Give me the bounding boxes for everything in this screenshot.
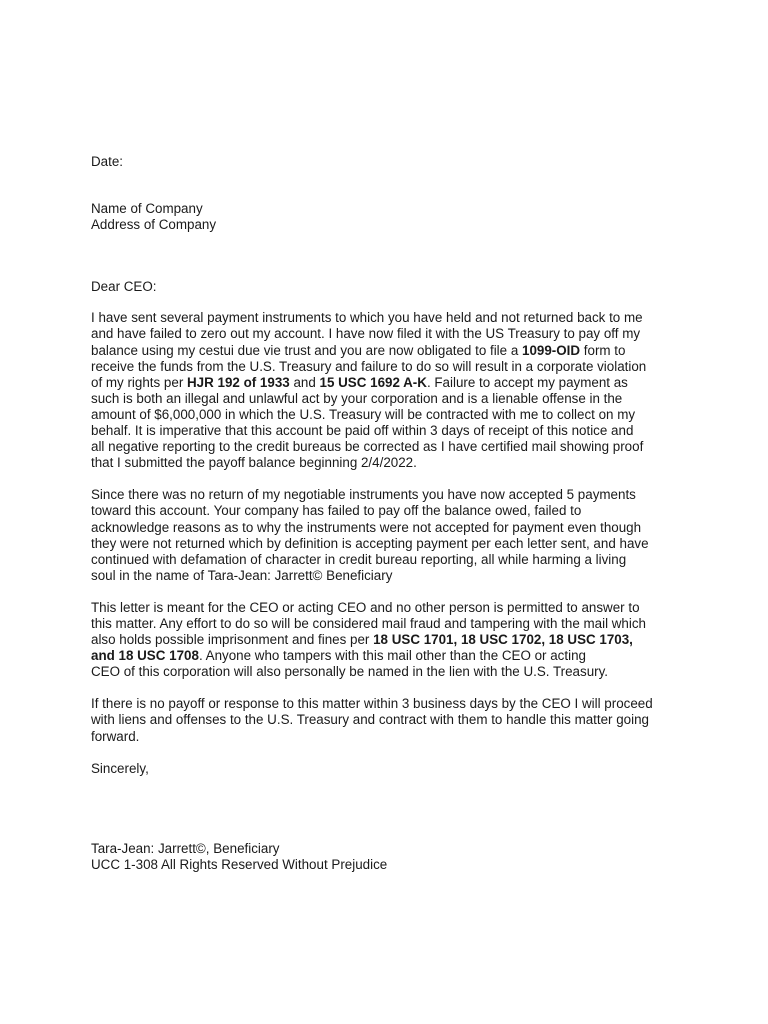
text-line: and 18 USC 1708. Anyone who tampers with this mail other than the CEO or acting — [91, 648, 586, 664]
text-line: with liens and offenses to the U.S. Treasury and contract with them to handle this matter going — [91, 712, 649, 728]
legal-citation: and 18 USC 1708 — [91, 648, 199, 664]
text-line: Since there was no return of my negotiable instruments you have now accepted 5 payments — [91, 487, 636, 503]
text-line: they were not returned which by definition is accepting payment per each letter sent, and have — [91, 535, 649, 551]
company-name: Name of Company — [91, 201, 203, 217]
text-line: continued with defamation of character in credit bureau reporting, all while harming a living — [91, 551, 627, 567]
paragraph-payment-demand — [91, 310, 691, 471]
legal-citation: 15 USC 1692 A-K — [319, 374, 427, 390]
text-line: all negative reporting to the credit bureaus be corrected as I have certified mail showing proof — [91, 439, 644, 455]
company-address: Address of Company — [91, 217, 217, 233]
text-line: receive the funds from the U.S. Treasury and failure to do so will result in a corporate violation — [91, 358, 647, 374]
text-line: such is both an illegal and unlawful act by your corporation and is a lienable offense in the — [91, 390, 623, 406]
signature-name: Tara-Jean: Jarrett©, Beneficiary — [91, 840, 280, 856]
legal-citation: HJR 192 of 1933 — [187, 374, 290, 390]
signature-block — [91, 841, 691, 873]
closing: Sincerely, — [91, 760, 149, 776]
text-line: amount of $6,000,000 in which the U.S. Treasury will be contracted with me to collect on my — [91, 406, 636, 422]
text-line: this matter. Any effort to do so will be considered mail fraud and tampering with the mail which — [91, 615, 646, 631]
text-line: soul in the name of Tara-Jean: Jarrett© Beneficiary — [91, 567, 393, 583]
rights-reservation: UCC 1-308 All Rights Reserved Without Prejudice — [91, 856, 388, 872]
text-line: acknowledge reasons as to why the instruments were not accepted for payment even though — [91, 519, 642, 535]
paragraph-ceo-only — [91, 600, 691, 680]
letter-body — [91, 154, 691, 873]
form-reference: 1099-OID — [522, 342, 581, 358]
text-line: forward. — [91, 728, 140, 744]
recipient-address — [91, 201, 691, 233]
legal-citation: 18 USC 1701, 18 USC 1702, 18 USC 1703, — [373, 632, 633, 648]
text-line: also holds possible imprisonment and fines per 18 USC 1701, 18 USC 1702, 18 USC 1703, — [91, 632, 633, 648]
text-line: behalf. It is imperative that this account be paid off within 3 days of receipt of this notice and — [91, 423, 634, 439]
text-line: If there is no payoff or response to this matter within 3 business days by the CEO I will proceed — [91, 696, 653, 712]
date-label: Date: — [91, 154, 124, 169]
paragraph-accepted-payments — [91, 487, 691, 584]
salutation: Dear CEO: — [91, 279, 157, 295]
text-line: and have failed to zero out my account. I have now filed it with the US Treasury to pay off my — [91, 326, 641, 342]
text-line: I have sent several payment instruments to which you have held and not returned back to me — [91, 310, 643, 326]
text-line: of my rights per HJR 192 of 1933 and 15 USC 1692 A-K. Failure to accept my payment as — [91, 374, 628, 390]
text-line: This letter is meant for the CEO or acting CEO and no other person is permitted to answer to — [91, 599, 640, 615]
paragraph-lien-warning — [91, 696, 691, 744]
text-line: toward this account. Your company has failed to pay off the balance owed, failed to — [91, 503, 582, 519]
text-line: that I submitted the payoff balance beginning 2/4/2022. — [91, 455, 417, 471]
text-line: balance using my cestui due vie trust and you are now obligated to file a 1099-OID form to — [91, 342, 626, 358]
text-line: CEO of this corporation will also personally be named in the lien with the U.S. Treasury. — [91, 664, 609, 680]
